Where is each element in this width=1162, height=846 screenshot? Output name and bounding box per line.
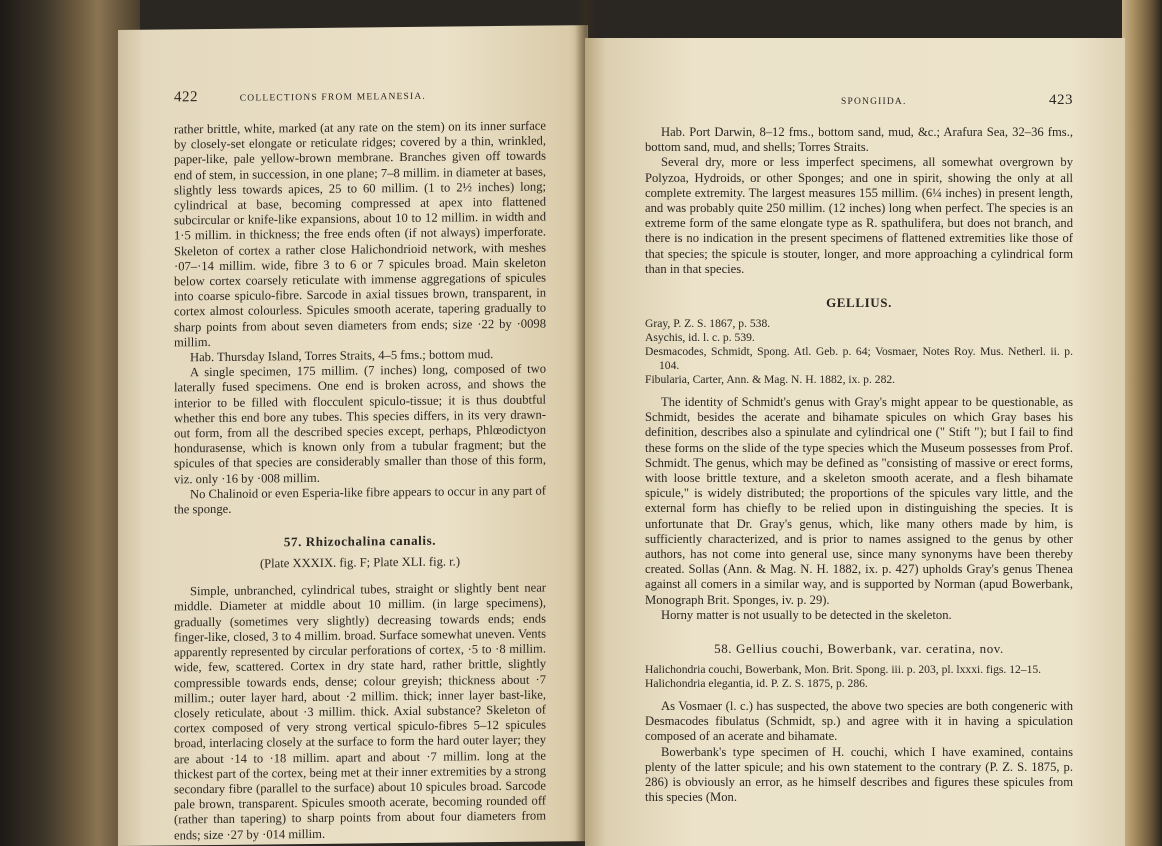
left-page bbox=[118, 25, 588, 846]
paragraph: As Vosmaer (l. c.) has suspected, the above two species are both congeneric with Desmacodes fibulatus (Schmidt, sp.) and agree with it in having a spiculation composed of an acerate and bihamate. bbox=[645, 699, 1073, 744]
running-title-right: SPONGIIDA. bbox=[841, 97, 907, 107]
page-number-left: 422 bbox=[174, 89, 198, 106]
synonym-entry: Fibularia, Carter, Ann. & Mag. N. H. 1882, ix. p. 282. bbox=[645, 373, 896, 387]
synonymy-list bbox=[645, 317, 1073, 387]
paragraph: Horny matter is not usually to be detected in the skeleton. bbox=[661, 607, 952, 622]
right-page bbox=[585, 38, 1125, 846]
synonym-entry: Halichondria couchi, Bowerbank, Mon. Brit. Spong. iii. p. 203, pl. lxxxi. figs. 12–15. bbox=[645, 663, 1042, 677]
paragraph: Simple, unbranched, cylindrical tubes, straight or slightly bent near middle. Diameter at middle about 10 millim. (in large specimens), gradually (sometimes very slightly) decreasing towards ends; ends finger-like, closed, 3 to 4 millim. broad. Surface somewhat uneven. Vents apparently represented by circular perforations of cortex, ·5 to ·8 millim. wide, few, scattered. Cortex in dry state hard, rather brittle, slightly compressible towards ends, dense; colour greyish; thickness about ·7 millim.; outer layer hard, about ·2 millim. thick; inner layer bast-like, closely reticulate, about ·3 millim. thick. Axial substance? Skeleton of cortex composed of very strong vertical spiculo-fibres 5–12 spicules broad, interlacing closely at the surface to form the hard outer layer; they are about ·14 to ·18 millim. apart and about ·7 millim. long at the thickest part of the cortex, being met at their inner extremities by a strong secondary fibre (parallel to the surface) about 10 spicules broad. Sarcode pale brown, transparent. Spicules smooth acerate, becoming rounded off (rather than tapering) to sharp points from about four diameters from ends; size ·27 by ·014 millim. bbox=[174, 580, 546, 842]
paragraph: A single specimen, 175 millim. (7 inches) long, composed of two laterally fused specimens. One end is broken across, and shows the interior to be filled with flocculent spiculo-tissue; it is thus doubtful whether this end bore any tubes. This species differs, in its very drawn-out form, from all the described species except, perhaps, Phlœodictyon hondurasense, which is known only from a tubular fragment; but the spicules of that species are considerably smaller than those of this form, viz. only ·16 by ·008 millim. bbox=[174, 361, 546, 487]
paragraph: Hab. Port Darwin, 8–12 fms., bottom sand, mud, &c.; Arafura Sea, 32–36 fms., bottom sand, mud, and shells; Torres Straits. bbox=[645, 125, 1073, 155]
running-head-left bbox=[174, 86, 546, 107]
synonym-entry: Gray, P. Z. S. 1867, p. 538. bbox=[645, 317, 771, 331]
paragraph: rather brittle, white, marked (at any rate on the stem) on its inner surface by closely-set elongate or reticulate ridges; covered by a thin, wrinkled, paper-like, pale yellow-brown membrane. Branches given off towards end of stem, in succession, in one plane; 7–8 millim. in diameter at bases, slightly less towards apices, 25 to 60 millim. (1 to 2½ inches) long; cylindrical at base, becoming compressed at apex into flattened subcircular or knife-like expansions, about 10 to 12 millim. in width and 1·5 millim. in thickness; the free ends often (if not always) imperforate. Skeleton of cortex a rather close Halichondrioid network, with meshes ·07–·14 millim. wide, fibre 3 to 6 or 7 spicules broad. Main skeleton below cortex coarsely reticulate with immense aggregations of spicules into coarse spiculo-fibre. Sarcode in axial tissues brown, transparent, in cortex almost colourless. Spicules smooth acerate, tapering gradually to sharp points from about seven diameters from ends; size ·22 by ·0098 millim. bbox=[174, 118, 546, 350]
paragraph: Several dry, more or less imperfect specimens, all somewhat overgrown by Polyzoa, Hydroids, or other Sponges; and one in spirit, showing the only at all complete extremity. The largest measures 155 millim. (6¼ inches) in present length, and was probably quite 250 millim. (12 inches) long when perfect. The species is an extreme form of the same elongate type as R. spathulifera, but does not branch, and there is no indication in the present specimens of flattened extremities like those of that species; the spicule is stouter, longer, and more approaching a cylindrical form than in that species. bbox=[645, 155, 1073, 276]
paragraph: Bowerbank's type specimen of H. couchi, which I have examined, contains plenty of the latter spicule; and his own statement to the contrary (P. Z. S. 1875, p. 286) is obviously an error, as he himself describes and figures these spicules from this species (Mon. bbox=[645, 744, 1073, 805]
synonymy-list bbox=[645, 663, 1073, 691]
paragraph: The identity of Schmidt's genus with Gray's might appear to be questionable, as Schmidt, besides the acerate and bihamate spicules on which Gray bases his definition, describes also a spinulate and cylindrical one (" Stift "); but I fail to find these forms on the slide of the type species which the Museum possesses from Prof. Schmidt. The genus, which may be defined as "consisting of massive or erect forms, with loose brittle texture, and a skeleton smooth acerate, and a flesh bihamate spicule," is widely distributed; the proportions of the spicules vary little, and the external form has chiefly to be relied upon in distinguishing the species. It is unfortunate that Dr. Gray's genus, which, like many others made by him, is sufficiently characterized, and is prior to names assigned to the genus by other authors, has not come into general use, since many synonyms have been thereby created. Sollas (Ann. & Mag. N. H. 1882, ix. p. 427) upholds Gray's genus Thenea against all comers in a similar way, and is supported by Norman (apud Bowerbank, Monograph Brit. Sponges, iv. p. 29). bbox=[645, 395, 1073, 607]
species-heading: 57. Rhizochalina canalis. bbox=[283, 532, 437, 550]
running-title-left: COLLECTIONS FROM MELANESIA. bbox=[239, 91, 426, 104]
page-number-right: 423 bbox=[1049, 92, 1073, 108]
paragraph: No Chalinoid or even Esperia-like fibre appears to occur in any part of the sponge. bbox=[174, 483, 546, 517]
paragraph: Hab. Thursday Island, Torres Straits, 4–5 fms.; bottom mud. bbox=[190, 347, 494, 365]
synonym-entry: Desmacodes, Schmidt, Spong. Atl. Geb. p. 64; Vosmaer, Notes Roy. Mus. Netherl. ii. p. 104. bbox=[645, 345, 1073, 373]
plate-reference: (Plate XXXIX. fig. F; Plate XLI. fig. r.) bbox=[259, 554, 461, 571]
book-edge-right bbox=[1122, 0, 1162, 846]
synonym-entry: Asychis, id. l. c. p. 539. bbox=[645, 331, 755, 345]
species-heading: 58. Gellius couchi, Bowerbank, var. ceratina, nov. bbox=[714, 641, 1004, 657]
genus-heading: GELLIUS. bbox=[826, 295, 892, 311]
synonym-entry: Halichondria elegantia, id. P. Z. S. 1875, p. 286. bbox=[645, 677, 868, 691]
running-head-right bbox=[645, 92, 1073, 109]
